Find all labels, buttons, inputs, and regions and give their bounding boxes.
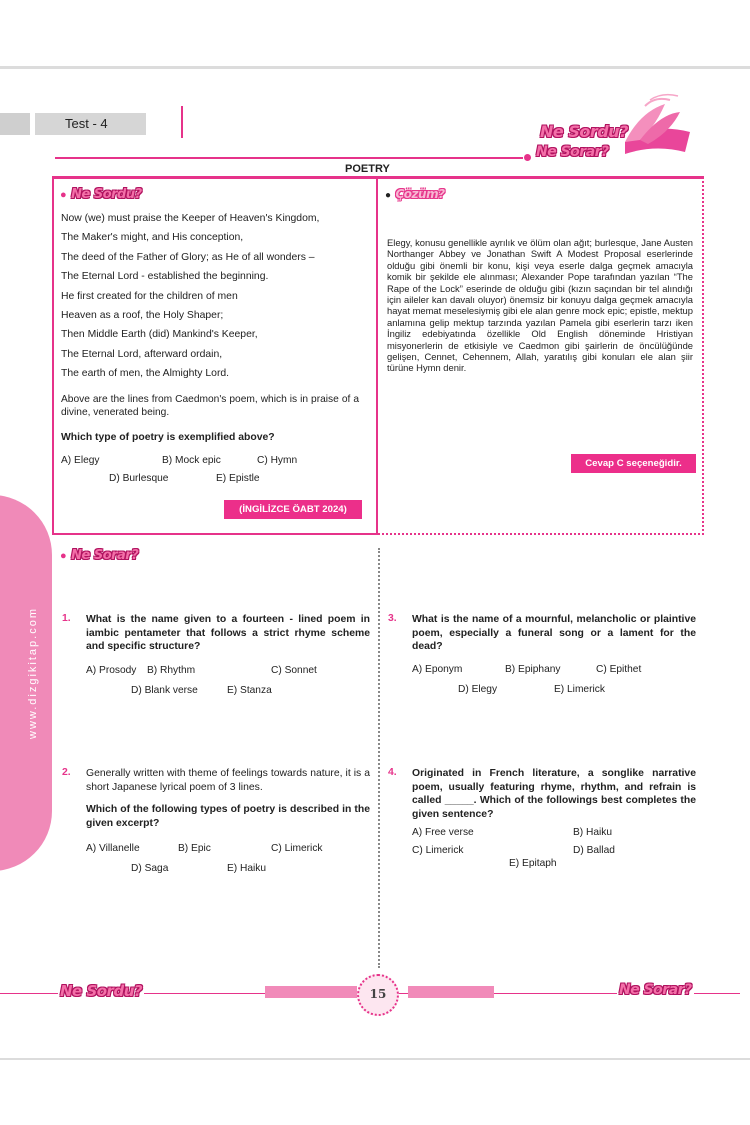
q1-option-b: B) Rhythm (147, 665, 196, 676)
question-4-number: 4. (388, 767, 397, 778)
section-title: POETRY (345, 163, 390, 175)
test-label: Test - 4 (65, 116, 108, 131)
column-divider (378, 548, 380, 968)
poem-line: The deed of the Father of Glory; as He of all wonders – (61, 251, 315, 263)
option-a: A) Elegy (61, 455, 100, 466)
footer-logo-left: Ne Sordu? (60, 982, 143, 1000)
question-2-number: 2. (62, 767, 71, 778)
test-label-box (35, 113, 146, 135)
q4-option-b: B) Haiku (573, 827, 613, 838)
q3-option-a: A) Eponym (412, 664, 463, 675)
bottom-page-edge (0, 1058, 750, 1060)
page-number: 15 (369, 987, 387, 1001)
top-page-edge (0, 66, 750, 69)
q2-option-a: A) Villanelle (86, 843, 140, 854)
option-d: D) Burlesque (109, 473, 169, 484)
poem (61, 209, 371, 384)
sidebar-tab (0, 495, 52, 871)
poem-line: Then Middle Earth (did) Mankind's Keeper, (61, 329, 258, 341)
footer-logo-right: Ne Sorar? (619, 982, 692, 998)
poem-line: The Eternal Lord - established the beginning. (61, 271, 269, 283)
answer-tag: Cevap C seçeneğidir. (571, 454, 696, 473)
q1-option-c: C) Sonnet (271, 665, 317, 676)
question-3-number: 3. (388, 613, 397, 624)
sidebar-website: www.dizgikitap.com (27, 607, 39, 739)
q3-option-d: D) Elegy (458, 684, 498, 695)
q2-option-d: D) Saga (131, 863, 169, 874)
question-2-text: Which of the following types of poetry is described in the given excerpt? (86, 804, 370, 829)
question-2-intro: Generally written with theme of feelings towards nature, it is a short Japanese lyrical poem of 3 lines. (86, 768, 370, 793)
header-gray-tab (0, 113, 30, 135)
question-1-text: What is the name given to a fourteen - lined poem in iambic pentameter that follows a strict rhyme scheme and specific structure? (86, 614, 370, 653)
question-intro: Above are the lines from Caedmon's poem, which is in praise of a divine, venerated being. (61, 394, 359, 418)
question-box (52, 177, 378, 535)
poem-line: Now (we) must praise the Keeper of Heaven's Kingdom, (61, 213, 320, 224)
q3-option-c: C) Epithet (596, 664, 642, 675)
q4-option-d: D) Ballad (573, 845, 615, 856)
solution-text: Elegy, konusu genellikle ayrılık ve ölüm olan ağıt; burlesque, Jane Austen Northanger Abbey ve Jonathan Swift A Modest Proposal eserlerinde olduğu gibi önemli bir konu, kişi veya eserle dalga geçmek amacıyla komik bir şekilde ele alınması; Alexander Pope tarafından yazılan “The Rape of the Lock” eserinde de olduğu gibi (kızın saçından bir tel alındığı için aileler kan davalı oluyor) önemsiz bir konuyu dalga geçmek amacıyla hayat memat meselesiymiş gibi ele alan genre mock epic; epistle, mektup anlamına gelip mektup tarzında yazılan Pamela gibi eserlerin tarzı iken İngiliz edebiyatında özellikle Old English döneminde Hristiyan misyonerlerin de etkisiyle ve Caedmon gibi şairlerin de öncülüğünde gelişen, Cennet, Cehennem, Allah, yaratılış gibi konuları ele alan şiir türüne Hymn denir. (387, 237, 693, 374)
q4-option-a: A) Free verse (412, 827, 474, 838)
footer-bar-left (265, 986, 357, 998)
footer-bar-right (408, 986, 494, 998)
logo-ne-sorar: Ne Sorar? (536, 144, 609, 160)
q1-option-d: D) Blank verse (131, 685, 198, 696)
q4-option-c: C) Limerick (412, 845, 464, 856)
q1-option-e: E) Stanza (227, 685, 272, 696)
q2-option-b: B) Epic (178, 843, 211, 854)
poem-line: The earth of men, the Almighty Lord. (61, 368, 230, 380)
logo-ne-sordu: Ne Sordu? (540, 122, 628, 141)
question-box-heading: ● Ne Sordu? (60, 187, 142, 202)
q3-option-e: E) Limerick (554, 684, 605, 695)
question-text: Which type of poetry is exemplified above? (61, 432, 275, 443)
poem-line: The Maker's might, and His conception, (61, 232, 244, 244)
section-title-dot (524, 154, 531, 161)
option-c: C) Hymn (257, 455, 298, 466)
practice-heading: ● Ne Sorar? (60, 548, 139, 563)
question-3-text: What is the name of a mournful, melancholic or plaintive poem, especially a funeral song or a lament for the dead? (412, 614, 696, 653)
q3-option-b: B) Epiphany (505, 664, 561, 675)
header-logo (530, 92, 700, 164)
solution-heading: ● Çözüm? (385, 187, 445, 201)
question-1-number: 1. (62, 613, 71, 624)
poem-line: Heaven as a roof, the Holy Shaper; (61, 309, 224, 321)
section-title-line (55, 157, 523, 159)
q2-option-c: C) Limerick (271, 843, 323, 854)
option-b: B) Mock epic (162, 455, 221, 466)
q1-option-a: A) Prosody (86, 665, 137, 676)
solution-box (378, 177, 704, 535)
question-4-text: Originated in French literature, a songlike narrative poem, usually featuring rhyme, rhythm, and refrain is called _____. Which of the followings best completes the given sentence? (412, 768, 696, 820)
poem-line: He first created for the children of men (61, 290, 238, 302)
source-tag: (İNGİLİZCE ÖABT 2024) (224, 500, 362, 519)
poem-line: The Eternal Lord, afterward ordain, (61, 348, 223, 360)
q4-option-e: E) Epitaph (509, 858, 557, 869)
q2-option-e: E) Haiku (227, 863, 267, 874)
option-e: E) Epistle (216, 473, 260, 484)
header-pink-bar (181, 106, 183, 138)
